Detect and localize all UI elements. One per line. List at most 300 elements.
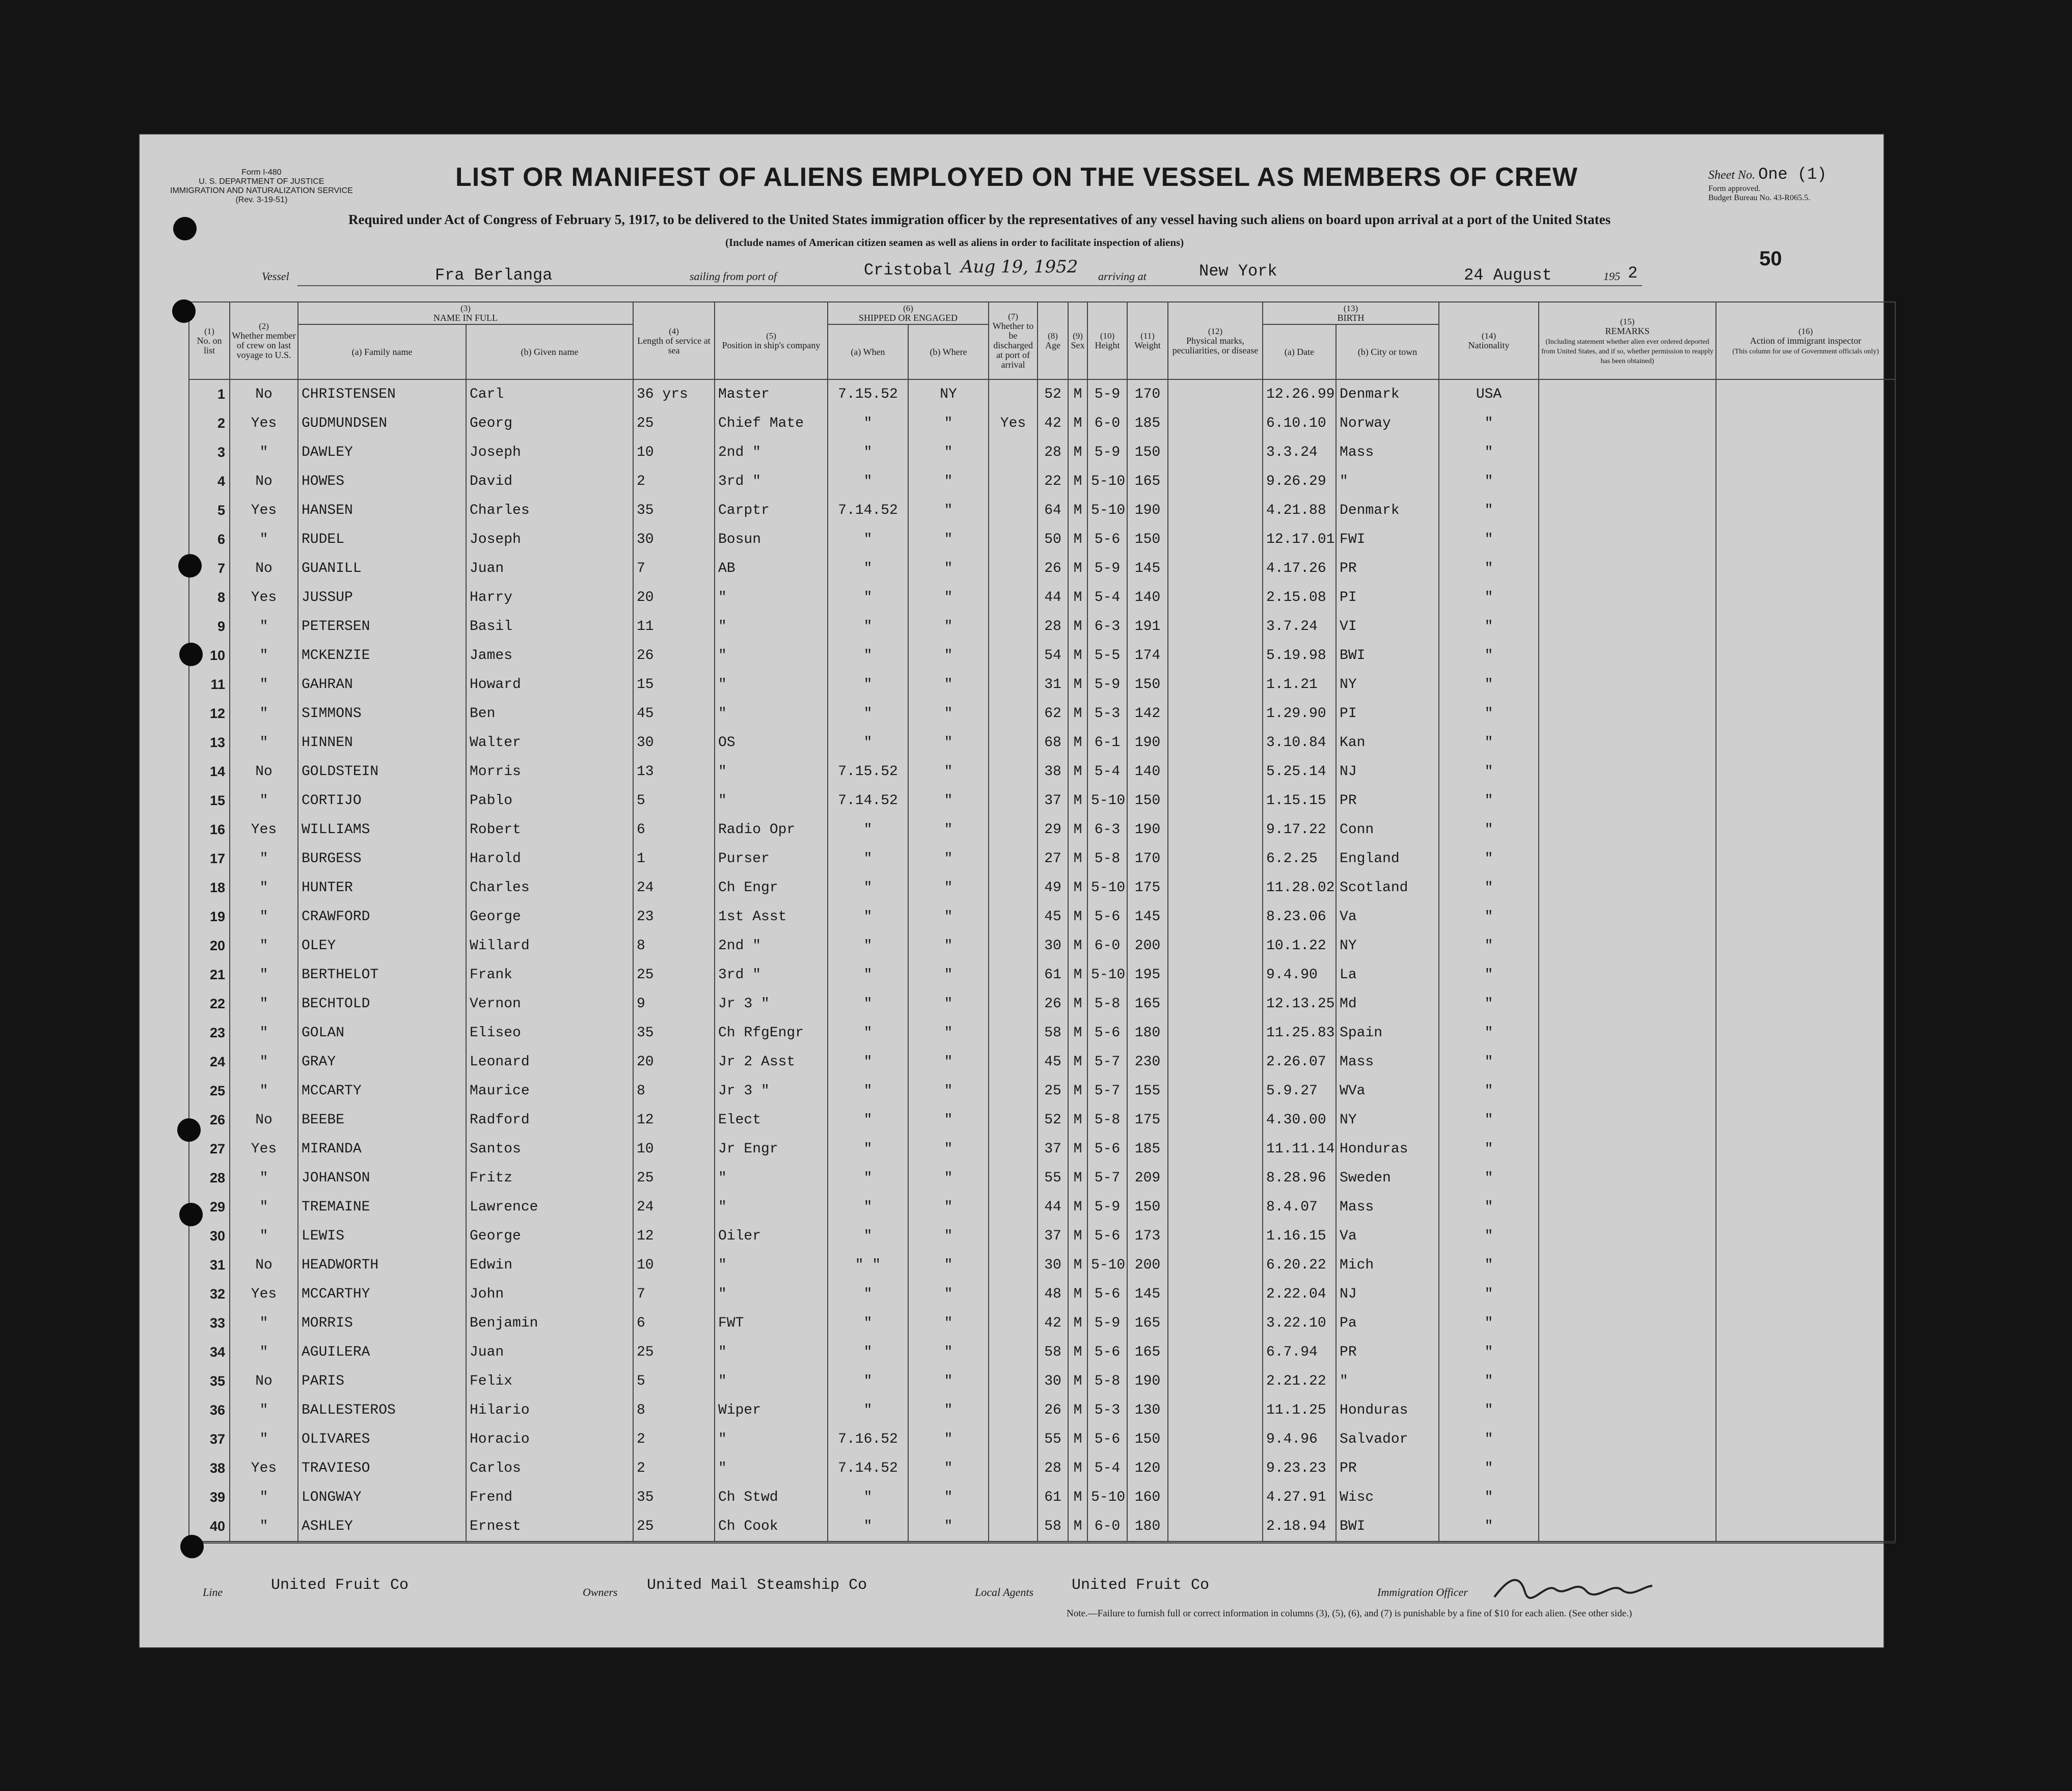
cell-no: 21 [189,960,230,989]
cell-no: 37 [189,1425,230,1454]
cell-family: DAWLEY [298,438,466,467]
cell-no: 6 [189,525,230,554]
cell-prev: " [230,873,298,902]
cell-given: George [466,902,633,931]
cell-nat: " [1439,1483,1539,1512]
cell-action [1716,583,1895,612]
cell-height: 5-10 [1087,1251,1127,1280]
cell-sex: M [1068,786,1087,815]
table-row [189,1164,1895,1193]
cell-no: 1 [189,379,230,409]
cell-no: 12 [189,699,230,728]
cell-height: 5-10 [1087,786,1127,815]
cell-given: Fritz [466,1164,633,1193]
table-row [189,1280,1895,1309]
cell-height: 5-8 [1087,1106,1127,1135]
col-13-header: (13) BIRTH [1263,302,1439,324]
cell-age: 61 [1038,960,1068,989]
cell-service: 20 [633,1048,715,1077]
cell-prev: " [230,641,298,670]
cell-marks [1168,873,1263,902]
cell-date: 10.1.22 [1263,931,1336,960]
arriving-label: arriving at [1098,270,1147,283]
cell-sex: M [1068,1251,1087,1280]
table-row [189,902,1895,931]
cell-position: Oiler [715,1222,828,1251]
service-name: IMMIGRATION AND NATURALIZATION SERVICE [170,186,353,195]
cell-date: 6.7.94 [1263,1338,1336,1367]
col-7-header: (7) Whether to be discharged at port of arrival [989,302,1038,379]
cell-service: 25 [633,960,715,989]
col-11-header: (11) Weight [1127,302,1168,379]
cell-marks [1168,757,1263,786]
cell-city: Spain [1336,1018,1439,1048]
cell-position: Carptr [715,496,828,525]
cell-service: 2 [633,1425,715,1454]
cell-discharge [989,1048,1038,1077]
cell-age: 42 [1038,1309,1068,1338]
cell-date: 4.30.00 [1263,1106,1336,1135]
cell-date: 5.19.98 [1263,641,1336,670]
table-row [189,1135,1895,1164]
cell-weight: 190 [1127,496,1168,525]
cell-discharge [989,1338,1038,1367]
cell-date: 2.21.22 [1263,1367,1336,1396]
col-6-header: (6) SHIPPED OR ENGAGED [828,302,989,324]
cell-height: 5-10 [1087,1483,1127,1512]
cell-no: 8 [189,583,230,612]
cell-position: Jr 3 " [715,1077,828,1106]
cell-no: 4 [189,467,230,496]
cell-city: NJ [1336,1280,1439,1309]
cell-service: 10 [633,438,715,467]
cell-weight: 190 [1127,728,1168,757]
cell-discharge [989,844,1038,873]
page-title: LIST OR MANIFEST OF ALIENS EMPLOYED ON THE VESSEL AS MEMBERS OF CREW [455,162,1578,192]
table-row [189,1193,1895,1222]
cell-family: OLIVARES [298,1425,466,1454]
cell-when: " [828,931,908,960]
cell-prev: " [230,438,298,467]
form-approved-line: Form approved. [1708,184,1761,193]
cell-family: GOLAN [298,1018,466,1048]
cell-height: 5-10 [1087,873,1127,902]
cell-position: " [715,699,828,728]
cell-where: " [908,757,989,786]
cell-action [1716,1425,1895,1454]
cell-age: 37 [1038,1222,1068,1251]
cell-height: 5-6 [1087,525,1127,554]
cell-prev: No [230,467,298,496]
cell-discharge [989,496,1038,525]
cell-marks [1168,1048,1263,1077]
cell-prev: " [230,844,298,873]
cell-given: Leonard [466,1048,633,1077]
cell-height: 5-4 [1087,583,1127,612]
header-row-top [189,302,1895,324]
table-row [189,1048,1895,1077]
cell-age: 26 [1038,989,1068,1018]
cell-no: 40 [189,1512,230,1542]
cell-weight: 150 [1127,525,1168,554]
cell-where: " [908,438,989,467]
cell-where: " [908,1018,989,1048]
cell-given: Robert [466,815,633,844]
cell-date: 3.10.84 [1263,728,1336,757]
cell-discharge [989,1106,1038,1135]
cell-remarks [1539,1077,1716,1106]
owners-value: United Mail Steamship Co [647,1577,867,1594]
cell-position: " [715,1193,828,1222]
binder-hole [180,1535,204,1558]
cell-date: 4.27.91 [1263,1483,1336,1512]
cell-action [1716,1048,1895,1077]
cell-age: 30 [1038,1251,1068,1280]
cell-prev: " [230,1396,298,1425]
cell-marks [1168,989,1263,1018]
cell-given: Vernon [466,989,633,1018]
cell-weight: 173 [1127,1222,1168,1251]
cell-position: 1st Asst [715,902,828,931]
cell-when: " [828,1222,908,1251]
cell-given: Howard [466,670,633,699]
cell-where: " [908,583,989,612]
col-13a-header: (a) Date [1263,324,1336,379]
cell-city: Pa [1336,1309,1439,1338]
cell-date: 2.15.08 [1263,583,1336,612]
cell-remarks [1539,931,1716,960]
cell-no: 5 [189,496,230,525]
cell-age: 44 [1038,1193,1068,1222]
cell-prev: " [230,670,298,699]
cell-where: " [908,1251,989,1280]
cell-marks [1168,1018,1263,1048]
sailing-port: Cristobal [864,261,952,280]
sheet-number-value: One (1) [1758,165,1827,184]
cell-marks [1168,525,1263,554]
cell-when: " [828,960,908,989]
col-3a-header: (a) Family name [298,324,466,379]
cell-family: BURGESS [298,844,466,873]
cell-given: Benjamin [466,1309,633,1338]
cell-remarks [1539,1396,1716,1425]
cell-height: 5-4 [1087,757,1127,786]
cell-city: Mass [1336,1048,1439,1077]
cell-marks [1168,902,1263,931]
cell-sex: M [1068,438,1087,467]
cell-remarks [1539,496,1716,525]
cell-action [1716,844,1895,873]
cell-service: 20 [633,583,715,612]
cell-remarks [1539,699,1716,728]
cell-remarks [1539,583,1716,612]
cell-position: " [715,1454,828,1483]
cell-no: 10 [189,641,230,670]
cell-prev: " [230,1077,298,1106]
cell-family: HEADWORTH [298,1251,466,1280]
cell-no: 17 [189,844,230,873]
cell-service: 5 [633,786,715,815]
cell-city: VI [1336,612,1439,641]
cell-where: NY [908,379,989,409]
cell-nat: " [1439,989,1539,1018]
cell-when: " [828,1483,908,1512]
cell-given: Basil [466,612,633,641]
cell-action [1716,1454,1895,1483]
cell-nat: " [1439,1193,1539,1222]
cell-height: 5-9 [1087,670,1127,699]
cell-date: 1.1.21 [1263,670,1336,699]
cell-weight: 142 [1127,699,1168,728]
cell-position: " [715,786,828,815]
cell-marks [1168,1338,1263,1367]
cell-position: " [715,583,828,612]
table-row [189,1454,1895,1483]
cell-weight: 180 [1127,1512,1168,1542]
cell-marks [1168,554,1263,583]
cell-remarks [1539,989,1716,1018]
cell-action [1716,699,1895,728]
cell-height: 5-9 [1087,1309,1127,1338]
cell-given: Charles [466,873,633,902]
cell-when: 7.14.52 [828,1454,908,1483]
cell-sex: M [1068,1367,1087,1396]
form-approved-note [1708,184,1810,203]
cell-date: 12.17.01 [1263,525,1336,554]
cell-family: MORRIS [298,1309,466,1338]
cell-prev: " [230,902,298,931]
cell-sex: M [1068,873,1087,902]
cell-position: Ch Stwd [715,1483,828,1512]
cell-age: 31 [1038,670,1068,699]
table-row [189,379,1895,409]
cell-nat: " [1439,467,1539,496]
cell-marks [1168,612,1263,641]
cell-nat: " [1439,525,1539,554]
cell-age: 38 [1038,757,1068,786]
table-row [189,1483,1895,1512]
cell-weight: 190 [1127,1367,1168,1396]
cell-marks [1168,1135,1263,1164]
cell-action [1716,1018,1895,1048]
cell-when: " [828,409,908,438]
cell-age: 55 [1038,1164,1068,1193]
cell-family: HINNEN [298,728,466,757]
cell-when: " [828,1367,908,1396]
cell-age: 45 [1038,1048,1068,1077]
cell-discharge [989,1309,1038,1338]
cell-given: Radford [466,1106,633,1135]
cell-remarks [1539,554,1716,583]
cell-height: 6-0 [1087,409,1127,438]
cell-remarks [1539,873,1716,902]
cell-nat: " [1439,1338,1539,1367]
line-label: Line [203,1586,223,1599]
cell-age: 54 [1038,641,1068,670]
cell-remarks [1539,1338,1716,1367]
cell-service: 7 [633,1280,715,1309]
cell-weight: 150 [1127,786,1168,815]
cell-no: 25 [189,1077,230,1106]
cell-position: 3rd " [715,960,828,989]
cell-position: " [715,1367,828,1396]
form-number: Form I-480 [241,168,282,177]
cell-no: 28 [189,1164,230,1193]
table-row [189,1077,1895,1106]
col-15-header: (15) REMARKS (Including statement whether alien ever ordered deported from United States, and if so, whether permission to reapply has been obtained) [1539,302,1716,379]
cell-weight: 230 [1127,1048,1168,1077]
cell-action [1716,1222,1895,1251]
cell-nat: " [1439,641,1539,670]
cell-family: AGUILERA [298,1338,466,1367]
cell-age: 48 [1038,1280,1068,1309]
cell-when: " [828,641,908,670]
col-14-header: (14) Nationality [1439,302,1539,379]
cell-city: Denmark [1336,496,1439,525]
cell-family: MCCARTY [298,1077,466,1106]
cell-sex: M [1068,379,1087,409]
cell-service: 25 [633,1512,715,1542]
cell-where: " [908,699,989,728]
cell-family: TRAVIESO [298,1454,466,1483]
cell-remarks [1539,844,1716,873]
cell-action [1716,1309,1895,1338]
cell-nat: " [1439,1135,1539,1164]
cell-date: 6.10.10 [1263,409,1336,438]
cell-date: 9.17.22 [1263,815,1336,844]
cell-city: NY [1336,670,1439,699]
cell-age: 52 [1038,379,1068,409]
cell-nat: " [1439,902,1539,931]
cell-position: " [715,1338,828,1367]
cell-given: Hilario [466,1396,633,1425]
cell-position: Wiper [715,1396,828,1425]
cell-when: " [828,844,908,873]
cell-city: PR [1336,554,1439,583]
cell-where: " [908,1396,989,1425]
cell-discharge [989,728,1038,757]
cell-date: 12.13.25 [1263,989,1336,1018]
cell-city: Sweden [1336,1164,1439,1193]
cell-city: Conn [1336,815,1439,844]
cell-nat: " [1439,1367,1539,1396]
cell-family: LEWIS [298,1222,466,1251]
cell-no: 16 [189,815,230,844]
cell-where: " [908,670,989,699]
cell-service: 25 [633,409,715,438]
cell-no: 22 [189,989,230,1018]
cell-date: 3.7.24 [1263,612,1336,641]
cell-family: GUANILL [298,554,466,583]
cell-weight: 145 [1127,554,1168,583]
cell-weight: 191 [1127,612,1168,641]
cell-marks [1168,815,1263,844]
cell-sex: M [1068,902,1087,931]
cell-remarks [1539,960,1716,989]
cell-remarks [1539,1512,1716,1542]
cell-discharge [989,583,1038,612]
cell-remarks [1539,1309,1716,1338]
cell-city: WVa [1336,1077,1439,1106]
cell-city: " [1336,467,1439,496]
col-3-header: (3) NAME IN FULL [298,302,633,324]
cell-sex: M [1068,757,1087,786]
cell-marks [1168,670,1263,699]
cell-where: " [908,612,989,641]
cell-where: " [908,496,989,525]
cell-service: 1 [633,844,715,873]
sailing-date-handwritten: Aug 19, 1952 [961,257,1078,277]
cell-discharge [989,379,1038,409]
cell-marks [1168,1454,1263,1483]
cell-date: 1.16.15 [1263,1222,1336,1251]
cell-where: " [908,902,989,931]
cell-weight: 130 [1127,1396,1168,1425]
cell-service: 10 [633,1135,715,1164]
cell-where: " [908,467,989,496]
cell-remarks [1539,612,1716,641]
cell-when: " [828,728,908,757]
cell-service: 35 [633,496,715,525]
cell-position: Purser [715,844,828,873]
cell-action [1716,496,1895,525]
cell-service: 10 [633,1251,715,1280]
cell-date: 3.3.24 [1263,438,1336,467]
cell-action [1716,989,1895,1018]
cell-given: Frank [466,960,633,989]
cell-age: 50 [1038,525,1068,554]
table-row [189,786,1895,815]
cell-sex: M [1068,1135,1087,1164]
cell-where: " [908,1338,989,1367]
cell-no: 33 [189,1309,230,1338]
cell-remarks [1539,1454,1716,1483]
cell-city: NJ [1336,757,1439,786]
cell-position: 2nd " [715,438,828,467]
cell-marks [1168,641,1263,670]
cell-city: BWI [1336,1512,1439,1542]
cell-discharge: Yes [989,409,1038,438]
cell-nat: " [1439,438,1539,467]
cell-action [1716,757,1895,786]
cell-weight: 175 [1127,1106,1168,1135]
cell-family: SIMMONS [298,699,466,728]
cell-weight: 185 [1127,409,1168,438]
cell-action [1716,1338,1895,1367]
cell-city: NY [1336,1106,1439,1135]
cell-sex: M [1068,612,1087,641]
cell-position: 2nd " [715,931,828,960]
cell-date: 2.18.94 [1263,1512,1336,1542]
year-suffix: 2 [1628,264,1638,283]
cell-no: 18 [189,873,230,902]
cell-discharge [989,1193,1038,1222]
cell-position: Bosun [715,525,828,554]
cell-height: 5-7 [1087,1164,1127,1193]
cell-age: 28 [1038,1454,1068,1483]
cell-nat: " [1439,699,1539,728]
cell-service: 11 [633,612,715,641]
cell-nat: USA [1439,379,1539,409]
table-row [189,1338,1895,1367]
cell-height: 5-10 [1087,467,1127,496]
cell-discharge [989,699,1038,728]
cell-prev: " [230,699,298,728]
cell-service: 2 [633,467,715,496]
cell-when: " [828,467,908,496]
cell-weight: 165 [1127,1338,1168,1367]
cell-where: " [908,1164,989,1193]
